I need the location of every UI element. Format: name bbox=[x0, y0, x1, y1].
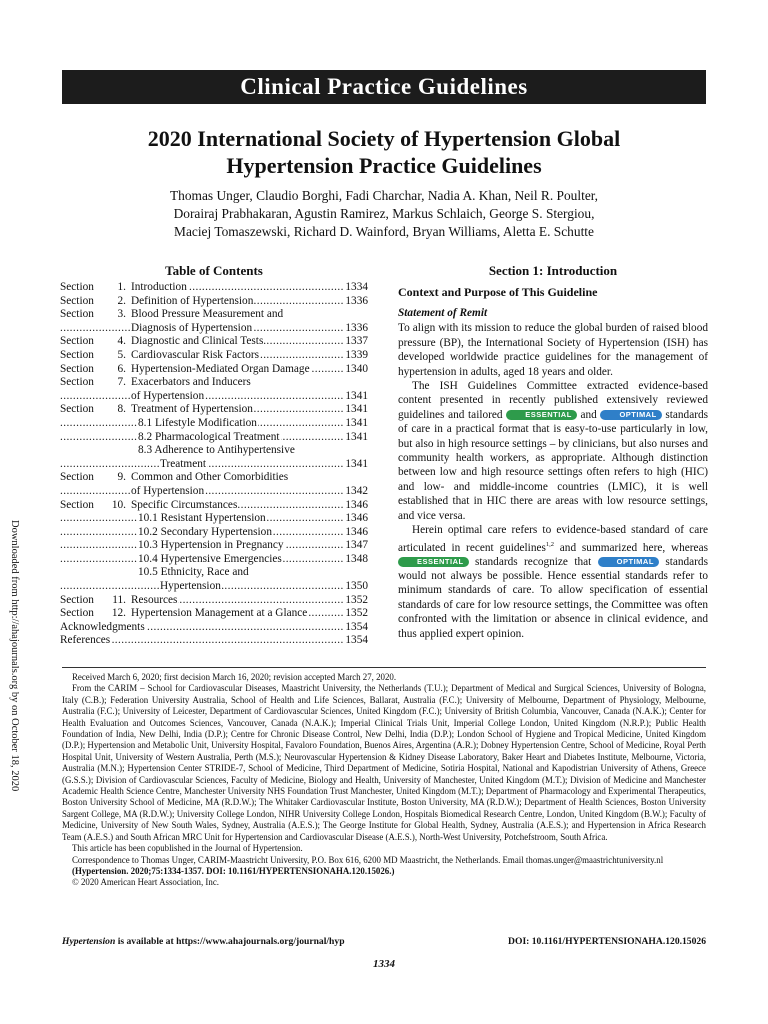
toc-entry-title bbox=[60, 431, 344, 445]
availability bbox=[62, 936, 345, 947]
toc-page-number: 1336 bbox=[345, 294, 368, 307]
toc-row bbox=[60, 499, 368, 513]
toc-page-number: 1347 bbox=[345, 539, 368, 552]
author-line: Maciej Tomaszewski, Richard D. Wainford, Bryan Williams, Aletta E. Schutte bbox=[174, 224, 594, 239]
toc-section-number: 3. bbox=[117, 308, 126, 321]
toc-row bbox=[60, 621, 368, 635]
toc-row bbox=[60, 376, 368, 390]
toc-entry-text: Hypertension bbox=[160, 580, 221, 593]
page-number: 1334 bbox=[373, 958, 395, 970]
section-heading: Section 1: Introduction bbox=[488, 263, 618, 278]
toc-section-number: 6. bbox=[117, 362, 126, 375]
toc-section-number: 5. bbox=[117, 348, 126, 361]
download-note-text: Downloaded from http://ahajournals.org by on October 18, 2020 bbox=[9, 520, 20, 792]
article-title bbox=[62, 125, 706, 179]
correspondence: Correspondence to Thomas Unger, CARIM-Maastricht University, P.O. Box 616, 6200 MD Maastricht, the Netherlands. Email thomas.unger@maastrichtuniversity.nl bbox=[72, 854, 664, 865]
toc-entry-title bbox=[60, 526, 344, 540]
affiliations: From the CARIM – School for Cardiovascular Diseases, Maastricht University, the Netherlands (T.U.); Department of Medical and Surgical Sciences, University of Bologna, Italy (C.B.); Federation University Australia, School of Health and Life Sciences, Ballarat, Australia (F.C.); University of Melbourne, Department of Physiology, Melbourne, Australia (F.C.); University of Leicester, Department of Cardiovascular Sciences, United Kingdom (F.C.); University of British Columbia, Vancouver, Canada (N.A.K.); Center for Health Evaluation and Outcomes Sciences, Vancouver, Canada (N.A.K.); Imperial Clinical Trials Unit, Imperial College London, United Kingdom (N.R.P.); Public Health Foundation of India, New Delhi, India (D.P.); Centre for Chronic Disease Control, New Delhi, India (D.P.); London School of Hygiene and Tropical Medicine, United Kingdom (D.P.); Hypertension and Metabolic Unit, University Hospital, Favaloro Foundation, Buenos Aires, Argentina (A.R.); Dobney Hypertension Centre, School of Medicine, Royal Perth Hospital Unit, University of Western Australia, Perth (M.S.); Neurovascular Hypertension & Kidney Disease Laboratory, Baker Heart and Diabetes Institute, Melbourne, Victoria, Australia (M.N.); Hypertension Center STRIDE-7, School of Medicine, Third Department of Medicine, Sotiria Hospital, National and Kapodistrian University of Athens, Greece (G.S.S.); Division of Cardiovascular Sciences, Faculty of Medicine, Biology and Health, University of Manchester, United Kingdom (M.T.); Division of Medicine and Manchester Academic Health Science Centre, Manchester University NHS Foundation Trust Manchester, United Kingdom (M.T.); Department of Pharmacology and Experimental Therapeutics, Boston University School of Medicine, MA (R.D.W.); The Whitaker Cardiovascular Institute, Boston University, MA (R.D.W.); Department of Health Sciences, Boston University Sargent College, MA (R.D.W.); University College London, NIHR University College London, Hospitals Biomedical Research Centre, London, United Kingdom (B.W.); Faculty of Medicine, University of New South Wales, Sydney, Australia (A.E.S.); The George Institute for Global Health, Sydney, Australia (A.E.S.); and Hypertension in Africa Research Team (A.E.S.) and South African MRC Unit for Hypertension and Cardiovascular Disease (A.E.S.), North-West University, Potchefstroom, South Africa. bbox=[62, 683, 706, 842]
toc-entry-text: 8.3 Adherence to Antihypertensive bbox=[138, 444, 295, 457]
copyright: © 2020 American Heart Association, Inc. bbox=[72, 877, 219, 888]
toc-section-label: Section bbox=[60, 281, 94, 293]
toc-entry-text: Treatment of Hypertension bbox=[131, 403, 253, 416]
footnote-divider bbox=[62, 667, 706, 668]
toc-entry-title bbox=[60, 553, 344, 567]
essential-badge: ESSENTIAL bbox=[398, 557, 469, 567]
toc-row bbox=[60, 363, 368, 377]
toc-entry-text: of Hypertension bbox=[131, 389, 205, 402]
toc-entry-title bbox=[131, 376, 367, 390]
toc-section-number: 4. bbox=[117, 335, 126, 348]
toc-row bbox=[60, 444, 368, 458]
toc-row bbox=[60, 417, 368, 431]
received-dates: Received March 6, 2020; first decision March 16, 2020; revision accepted March 27, 2020. bbox=[72, 672, 397, 682]
toc-entry-title bbox=[131, 471, 367, 485]
toc-page-number: 1341 bbox=[345, 416, 368, 429]
toc-entry-text: Diagnostic and Clinical Tests bbox=[131, 335, 264, 348]
toc-row bbox=[60, 512, 368, 526]
toc-section-label: Section bbox=[60, 593, 94, 606]
author-line: Dorairaj Prabhakaran, Agustin Ramirez, Markus Schlaich, George S. Stergiou, bbox=[173, 206, 595, 221]
toc-section-number: 1. bbox=[117, 281, 126, 293]
toc-page-number: 1348 bbox=[345, 552, 368, 565]
toc-entry-title bbox=[131, 295, 344, 309]
toc-entry-text: 10.5 Ethnicity, Race and bbox=[138, 566, 249, 579]
toc-page-number: 1352 bbox=[345, 607, 368, 620]
toc-entry-text: 10.1 Resistant Hypertension bbox=[138, 512, 266, 525]
toc-page-number: 1346 bbox=[345, 525, 368, 538]
toc-page-number: 1337 bbox=[345, 335, 368, 348]
text: and summarized here, whereas bbox=[554, 541, 708, 554]
essential-badge: ESSENTIAL bbox=[506, 410, 577, 420]
toc-row bbox=[60, 322, 368, 336]
journal-footer bbox=[62, 936, 706, 947]
download-note bbox=[5, 520, 21, 840]
toc-entry-title bbox=[131, 349, 344, 363]
toc-entry-text: Resources bbox=[131, 593, 178, 606]
toc-entry-text: Exacerbators and Inducers bbox=[131, 376, 251, 389]
toc-row bbox=[60, 634, 368, 648]
doi: DOI: 10.1161/HYPERTENSIONAHA.120.15026 bbox=[508, 936, 706, 947]
toc-page-number: 1354 bbox=[345, 620, 368, 633]
toc-entry-title bbox=[60, 444, 367, 458]
toc-row bbox=[60, 335, 368, 349]
toc-entry-title bbox=[60, 621, 344, 635]
toc-entry-title bbox=[131, 335, 344, 349]
title-line-1: 2020 International Society of Hypertension Global bbox=[147, 126, 621, 151]
citation: (Hypertension. 2020;75:1334-1357. DOI: 10.1161/HYPERTENSIONAHA.120.15026.) bbox=[72, 865, 395, 876]
title-line-2: Hypertension Practice Guidelines bbox=[226, 153, 542, 178]
toc-row bbox=[60, 458, 368, 472]
toc-entry-text: 10.2 Secondary Hypertension bbox=[138, 525, 272, 538]
toc-entry-text: Diagnosis of Hypertension bbox=[131, 321, 253, 334]
toc-entry-title bbox=[131, 499, 344, 513]
toc-section-label: Section bbox=[60, 348, 94, 361]
toc-row bbox=[60, 526, 368, 540]
toc-page-number: 1339 bbox=[345, 348, 368, 361]
toc-entry-text: of Hypertension bbox=[131, 484, 205, 497]
paragraph bbox=[398, 379, 708, 523]
toc-entry-title bbox=[60, 634, 344, 648]
toc-entry-text: Definition of Hypertension bbox=[131, 294, 254, 307]
toc-entry-text: Blood Pressure Measurement and bbox=[131, 308, 284, 321]
author-list bbox=[62, 187, 706, 241]
introduction-section bbox=[398, 263, 708, 641]
toc-page-number: 1336 bbox=[345, 321, 368, 334]
toc-entry-text: Treatment bbox=[160, 457, 207, 470]
toc-entry-title bbox=[60, 512, 344, 526]
toc-section-label: Section bbox=[60, 403, 94, 416]
toc-section-label: Section bbox=[60, 607, 94, 620]
toc-row bbox=[60, 403, 368, 417]
table-of-contents bbox=[60, 263, 368, 648]
toc-page-number: 1346 bbox=[345, 512, 368, 525]
toc-entry-title bbox=[60, 580, 344, 594]
toc-section-label: Section bbox=[60, 308, 94, 321]
toc-entry-title bbox=[131, 607, 344, 621]
toc-page-number: 1341 bbox=[345, 457, 368, 470]
toc-row bbox=[60, 566, 368, 580]
text: Herein optimal care refers to evidence-based standard of care articulated in recent guidelines bbox=[398, 524, 708, 554]
toc-entry-text: Common and Other Comorbidities bbox=[131, 471, 289, 484]
toc-page-number bbox=[367, 566, 368, 580]
toc-section-number: 2. bbox=[117, 294, 126, 307]
toc-row bbox=[60, 580, 368, 594]
availability-text: is available at https://www.ahajournals.org/journal/hyp bbox=[115, 936, 345, 947]
author-line: Thomas Unger, Claudio Borghi, Fadi Charchar, Nadia A. Khan, Neil R. Poulter, bbox=[169, 188, 599, 203]
toc-section-number: 9. bbox=[117, 471, 126, 484]
text: The ISH Guidelines Committee extracted evidence-based content presented in recently published extensively reviewed guidelines and tailored bbox=[398, 380, 708, 421]
toc-row bbox=[60, 390, 368, 404]
toc-entry-title bbox=[60, 322, 344, 336]
toc-section-number: 8. bbox=[117, 403, 126, 416]
toc-page-number: 1346 bbox=[345, 498, 368, 511]
text: standards recognize that bbox=[474, 555, 592, 568]
toc-entry-text: Introduction bbox=[131, 281, 187, 293]
section-banner: Clinical Practice Guidelines bbox=[62, 70, 706, 104]
toc-entry-title bbox=[131, 308, 367, 322]
footnotes bbox=[62, 672, 706, 889]
toc-entry-text: Hypertension Management at a Glance bbox=[131, 607, 308, 620]
toc-section-number: 12. bbox=[111, 607, 126, 620]
optimal-badge: OPTIMAL bbox=[598, 557, 659, 567]
toc-entry-title bbox=[60, 390, 344, 404]
toc-section-number: 10. bbox=[111, 498, 126, 511]
toc-section-number: 7. bbox=[117, 376, 126, 389]
paragraph: To align with its mission to reduce the global burden of raised blood pressure (BP), the International Society of Hypertension (ISH) has developed worldwide practice guidelines for the management of hypertension in adults, aged 18 years and older. bbox=[398, 322, 708, 378]
toc-entry-text: References bbox=[60, 634, 111, 647]
text: standards would not always be possible. Hence essential standards refer to minimum standards of care. To allow specification of essential standards of care for low resource settings, the Committee was often confronted with the limitation or absence in clinical evidence, and thus applied expert opinion. bbox=[398, 555, 708, 640]
toc-page-number bbox=[367, 444, 368, 458]
toc-entry-title bbox=[131, 281, 344, 295]
toc-entry-text: Specific Circumstances bbox=[131, 498, 238, 511]
optimal-badge: OPTIMAL bbox=[600, 410, 661, 420]
toc-section-label: Section bbox=[60, 471, 94, 484]
toc-entry-text: 10.4 Hypertensive Emergencies bbox=[138, 552, 282, 565]
subsection-heading: Context and Purpose of This Guideline bbox=[398, 285, 598, 299]
toc-page-number: 1354 bbox=[345, 634, 368, 647]
toc-section-number: 11. bbox=[112, 593, 126, 606]
toc-row bbox=[60, 607, 368, 621]
toc-entry-title bbox=[60, 417, 344, 431]
paragraph bbox=[398, 523, 708, 641]
toc-entry-text: Acknowledgments bbox=[60, 620, 145, 633]
reference-superscript: 1,2 bbox=[545, 540, 554, 548]
toc-entry-text: 10.3 Hypertension in Pregnancy bbox=[138, 539, 284, 552]
toc-page-number: 1341 bbox=[345, 403, 368, 416]
toc-entry-title bbox=[60, 485, 344, 499]
toc-row bbox=[60, 308, 368, 322]
toc-page-number bbox=[367, 308, 368, 322]
toc-page-number: 1334 bbox=[345, 281, 368, 293]
remit-heading: Statement of Remit bbox=[398, 307, 488, 319]
toc-section-label: Section bbox=[60, 498, 94, 511]
toc-entry-title bbox=[131, 403, 344, 417]
toc-page-number: 1341 bbox=[345, 389, 368, 402]
toc-section-label: Section bbox=[60, 362, 94, 375]
toc-row bbox=[60, 349, 368, 363]
toc-rows bbox=[60, 281, 368, 648]
toc-section-label: Section bbox=[60, 294, 94, 307]
toc-row bbox=[60, 431, 368, 445]
toc-row bbox=[60, 553, 368, 567]
toc-row bbox=[60, 295, 368, 309]
toc-entry-title bbox=[60, 566, 367, 580]
toc-page-number: 1352 bbox=[345, 593, 368, 606]
toc-section-label: Section bbox=[60, 376, 94, 389]
toc-page-number bbox=[367, 376, 368, 390]
toc-entry-title bbox=[131, 363, 344, 377]
toc-page-number: 1340 bbox=[345, 362, 368, 375]
text: and bbox=[580, 408, 597, 421]
toc-page-number: 1342 bbox=[345, 484, 368, 497]
toc-entry-text: Cardiovascular Risk Factors bbox=[131, 348, 260, 361]
toc-row bbox=[60, 471, 368, 485]
toc-entry-text: Hypertension-Mediated Organ Damage bbox=[131, 362, 310, 375]
toc-page-number: 1341 bbox=[345, 430, 368, 443]
toc-section-label: Section bbox=[60, 335, 94, 348]
text: standards of care in a practical format that is easy-to-use particularly in low, but also in high resource settings – by clinicians, but also nurses and community health workers, as appropriate. Although distinction between low and high resource settings often refers to high (HIC) and low- and middle-income countries (LMIC), it is well established that in HIC there are areas with low resource settings, and vice versa. bbox=[398, 408, 709, 522]
toc-entry-text: 8.1 Lifestyle Modification bbox=[138, 416, 257, 429]
toc-entry-text: 8.2 Pharmacological Treatment bbox=[138, 430, 280, 443]
toc-page-number bbox=[367, 471, 368, 485]
toc-row bbox=[60, 539, 368, 553]
toc-entry-title bbox=[131, 594, 344, 608]
toc-row bbox=[60, 281, 368, 295]
copublication-note: This article has been copublished in the Journal of Hypertension. bbox=[72, 843, 303, 854]
toc-page-number: 1350 bbox=[345, 580, 368, 593]
toc-row bbox=[60, 485, 368, 499]
journal-name: Hypertension bbox=[62, 936, 116, 947]
toc-entry-title bbox=[60, 458, 344, 472]
toc-row bbox=[60, 594, 368, 608]
toc-entry-title bbox=[60, 539, 344, 553]
toc-heading: Table of Contents bbox=[165, 263, 263, 278]
